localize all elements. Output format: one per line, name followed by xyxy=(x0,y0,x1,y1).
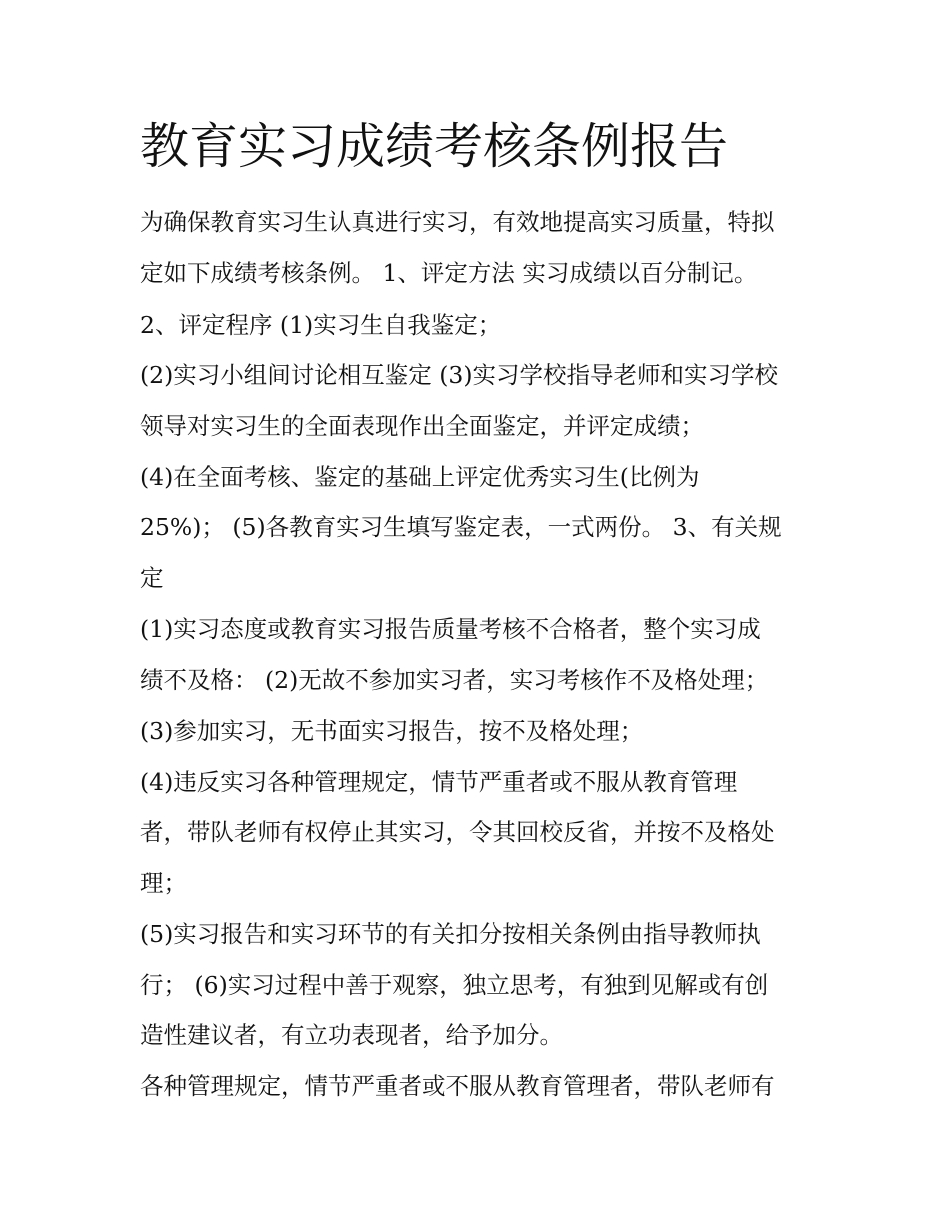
body-line: (4)在全面考核、鉴定的基础上评定优秀实习生(比例为 xyxy=(140,463,700,491)
body-line: 各种管理规定，情节严重者或不服从教育管理者，带队老师有 xyxy=(140,1072,775,1100)
document-title: 教育实习成绩考核条例报告 xyxy=(140,118,729,175)
body-line: 者，带队老师有权停止其实习，令其回校反省，并按不及格处 xyxy=(140,818,775,846)
body-line: (3)参加实习，无书面实习报告，按不及格处理； xyxy=(140,717,644,745)
body-line: (5)实习报告和实习环节的有关扣分按相关条例由指导教师执 xyxy=(140,920,761,948)
body-line: 绩不及格： (2)无故不参加实习者，实习考核作不及格处理； xyxy=(140,666,769,694)
body-line: 2、评定程序 (1)实习生自我鉴定； xyxy=(140,311,502,339)
body-line: 定 xyxy=(140,564,164,592)
body-line: 造性建议者，有立功表现者，给予加分。 xyxy=(140,1021,563,1049)
body-line: (2)实习小组间讨论相互鉴定 (3)实习学校指导老师和实习学校 xyxy=(140,361,779,389)
body-line: (4)违反实习各种管理规定，情节严重者或不服从教育管理 xyxy=(140,768,738,796)
body-line: 定如下成绩考核条例。 1、评定方法 实习成绩以百分制记。 xyxy=(140,259,758,287)
body-line: 25%)； (5)各教育实习生填写鉴定表，一式两份。 3、有关规 xyxy=(140,513,782,541)
body-line: 领导对实习生的全面表现作出全面鉴定，并评定成绩； xyxy=(140,412,704,440)
body-line: (1)实习态度或教育实习报告质量考核不合格者，整个实习成 xyxy=(140,615,761,643)
body-line: 理； xyxy=(140,869,187,897)
body-line: 行； (6)实习过程中善于观察，独立思考，有独到见解或有创 xyxy=(140,971,769,999)
body-line: 为确保教育实习生认真进行实习，有效地提高实习质量，特拟 xyxy=(140,208,775,236)
